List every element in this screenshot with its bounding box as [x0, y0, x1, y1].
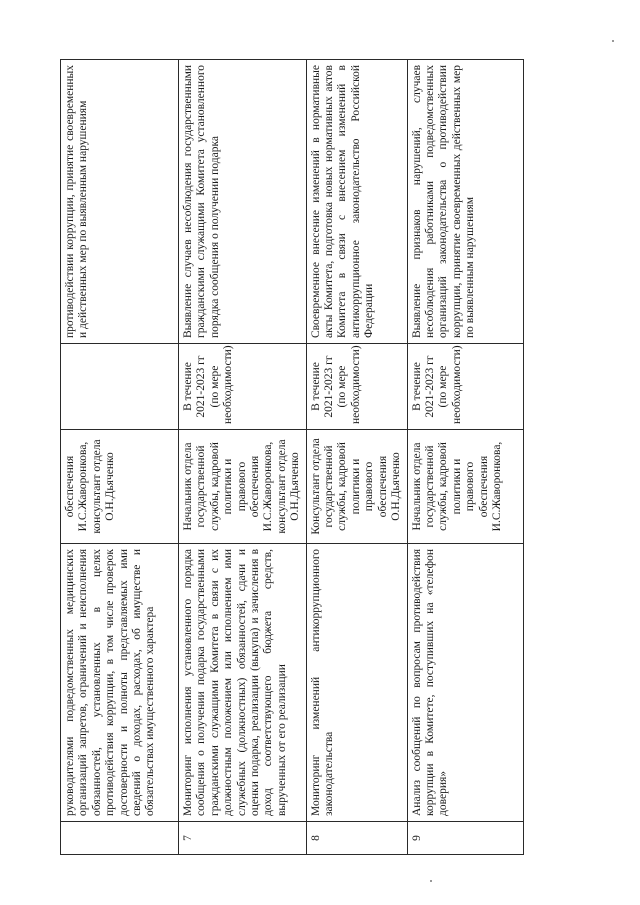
- row-number: 7: [179, 822, 307, 855]
- row-number: 9: [407, 822, 523, 855]
- scan-speck: [430, 880, 432, 882]
- row-number: [61, 822, 179, 855]
- term-cell: В течение 2021-2023 гг (по мере необходимости): [407, 344, 523, 430]
- responsible-cell: Начальник отдела государственной службы, кадровой политики и правового обеспечения И.С.Жаворонкова,: [407, 430, 523, 544]
- responsible-cell: Начальник отдела государственной службы, кадровой политики и правового обеспечения И.С.Жаворонкова, консультант отдела О.Н.Дьяченко: [179, 430, 307, 544]
- responsible-cell: обеспечения И.С.Жаворонкова, консультант отдела О.Н.Дьяченко: [61, 430, 179, 544]
- result-cell: Выявление признаков нарушений, случаев несоблюдения работниками подведомственных организаций законодательства о противодействии коррупции, принятие своевременных действенных мер по выявленным нарушениям: [407, 60, 523, 344]
- measure-cell: Мониторинг исполнения установленного порядка сообщения о получении подарка государственными гражданскими служащими Комитета в связи с их должностным положением или исполнением ими служебных (должностных) обязанностей, сдачи и оценки подарка, реализации (выкупа) и зачисления в доход соответствующего бюджета средств, вырученных от его реализации: [179, 544, 307, 822]
- row-number: 8: [306, 822, 407, 855]
- responsible-cell: Консультант отдела государственной службы, кадровой политики и правового обеспечения О.Н.Дьяченко: [306, 430, 407, 544]
- table-row: [306, 60, 407, 855]
- measure-cell: руководителями подведомственных медицинских организаций запретов, ограничений и неисполнения обязанностей, установленных в целях противодействия коррупции, в том числе проверок достоверности и полноты представляемых ими сведений о доходах, расходах, об имуществе и обязательствах имущественного характера: [61, 544, 179, 822]
- anticorruption-plan-table: [60, 59, 524, 855]
- result-cell: Выявление случаев несоблюдения государственными гражданскими служащими Комитета установленного порядка сообщения о получении подарка: [179, 60, 307, 344]
- result-cell: противодействии коррупции, принятие своевременных и действенных мер по выявленным нарушениям: [61, 60, 179, 344]
- term-cell: В течение 2021-2023 гг (по мере необходимости): [179, 344, 307, 430]
- term-cell: В течение 2021-2023 гг (по мере необходимости): [306, 344, 407, 430]
- rotated-table-container: [60, 60, 520, 855]
- table-row: [407, 60, 523, 855]
- scan-speck: [612, 40, 614, 42]
- measure-cell: Мониторинг изменений антикоррупционного законодательства: [306, 544, 407, 822]
- table-row: [179, 60, 307, 855]
- term-cell: [61, 344, 179, 430]
- measure-cell: Анализ сообщений по вопросам противодействия коррупции в Комитете, поступивших на «телефон доверия»: [407, 544, 523, 822]
- result-cell: Своевременное внесение изменений в нормативные акты Комитета, подготовка новых нормативных актов Комитета в связи с внесением изменений в антикоррупционное законодательство Российской Федерации: [306, 60, 407, 344]
- table-row: [61, 60, 179, 855]
